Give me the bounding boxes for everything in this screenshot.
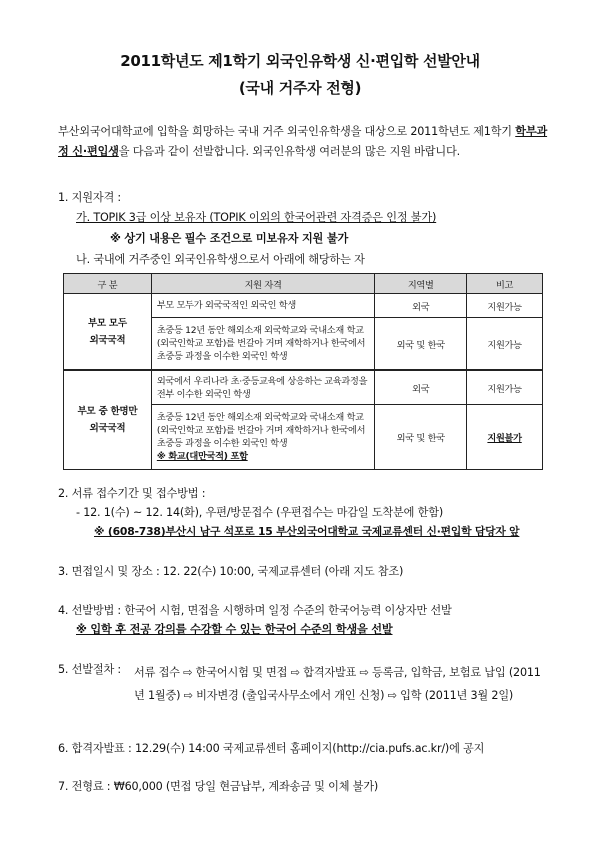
section-4-heading: 4. 선발방법 : 한국어 시험, 면접을 시행하며 일정 수준의 한국어능력 이상자만 선발	[58, 604, 452, 617]
section-6-announcement: 6. 합격자발표 : 12.29(수) 14:00 국제교류센터 홈페이지(http://cia.pufs.ac.kr/)에 공지	[58, 742, 485, 755]
section-1-heading: 1. 지원자격 :	[58, 191, 121, 204]
table-header-remark: 비고	[467, 274, 543, 294]
section-1-item-ga: 가. TOPIK 3급 이상 보유자 (TOPIK 이외의 한국어관련 자격증은 인정 불가)	[76, 211, 437, 224]
table-header-region: 지역별	[375, 274, 467, 294]
table-header-category: 구 분	[64, 274, 152, 294]
section-2-heading: 2. 서류 접수기간 및 접수방법 :	[58, 487, 206, 500]
table-cell-note: ※ 화교(대만국적) 포함	[156, 451, 248, 462]
intro-paragraph	[58, 122, 550, 162]
document-subtitle: (국내 거주자 전형)	[238, 79, 362, 97]
table-cell-region: 외국	[375, 370, 467, 405]
table-row	[64, 294, 543, 318]
table-header-qualification: 지원 자격	[151, 274, 374, 294]
intro-text-1: 부산외국어대학교에 입학을 희망하는 국내 거주 외국인유학생을 대상으로 2011학년도 제1학기	[58, 125, 516, 138]
section-5-label: 5. 선발절차 :	[58, 663, 121, 676]
document-title: 2011학년도 제1학기 외국인유학생 신·편입학 선발안내	[120, 52, 480, 70]
table-cell-region: 외국	[375, 294, 467, 318]
table-group-label: 부모 중 한명만 외국국적	[64, 370, 152, 470]
table-cell-region: 외국 및 한국	[375, 405, 467, 470]
section-7-fee: 7. 전형료 : ₩60,000 (면접 당일 현금납부, 계좌송금 및 이체 불가)	[58, 780, 379, 793]
table-cell-qualification-text: 초중등 12년 동안 해외소재 외국학교와 국내소재 학교(외국인학교 포함)를 번갈아 거며 재학하거나 한국에서 초중등 과정을 이수한 외국인 학생	[156, 412, 366, 449]
table-cell-region: 외국 및 한국	[375, 318, 467, 371]
table-header-row	[64, 274, 543, 294]
table-cell-qualification: 초중등 12년 동안 해외소재 외국학교와 국내소재 학교(외국인학교 포함)를 번갈아 거며 재학하거나 한국에서 초중등 과정을 이수한 외국인 학생	[151, 318, 374, 371]
table-cell-remark: 지원가능	[467, 318, 543, 371]
table-cell-remark: 지원가능	[467, 370, 543, 405]
section-2-period: - 12. 1(수) ~ 12. 14(화), 우편/방문접수 (우편접수는 마감일 도착분에 한함)	[76, 506, 443, 519]
table-cell-qualification	[151, 405, 374, 470]
table-cell-remark: 지원불가	[467, 405, 543, 470]
table-cell-qualification: 외국에서 우리나라 초·중등교육에 상응하는 교육과정을 전부 이수한 외국인 학생	[151, 370, 374, 405]
table-row	[64, 370, 543, 405]
table-group-label: 부모 모두 외국국적	[64, 294, 152, 371]
table-cell-remark: 지원가능	[467, 294, 543, 318]
section-2-address: ※ (608-738)부산시 남구 석포로 15 부산외국어대학교 국제교류센터 신·편입학 담당자 앞	[94, 525, 520, 538]
section-5-steps: 서류 접수 ⇨ 한국어시험 및 면접 ⇨ 합격자발표 ⇨ 등록금, 입학금, 보험료 납입 (2011년 1월중) ⇨ 비자변경 (출입국사무소에서 개인 신청) ⇨ 입학 (2011년 3월 2일)	[134, 666, 541, 702]
table-cell-qualification: 부모 모두가 외국국적인 외국인 학생	[151, 294, 374, 318]
section-3-interview: 3. 면접일시 및 장소 : 12. 22(수) 10:00, 국제교류센터 (아래 지도 참조)	[58, 565, 404, 578]
eligibility-table	[63, 273, 543, 470]
section-4-note: ※ 입학 후 전공 강의를 수강할 수 있는 한국어 수준의 학생을 선발	[76, 623, 393, 636]
intro-bold-text: 학부과정 신·편입생	[58, 125, 548, 158]
section-1-ga-note: ※ 상기 내용은 필수 조건으로 미보유자 지원 불가	[110, 232, 349, 245]
intro-text-2: 을 다음과 같이 선발합니다. 외국인유학생 여러분의 많은 지원 바랍니다.	[118, 145, 460, 158]
section-1-item-na: 나. 국내에 거주중인 외국인유학생으로서 아래에 해당하는 자	[76, 253, 365, 266]
